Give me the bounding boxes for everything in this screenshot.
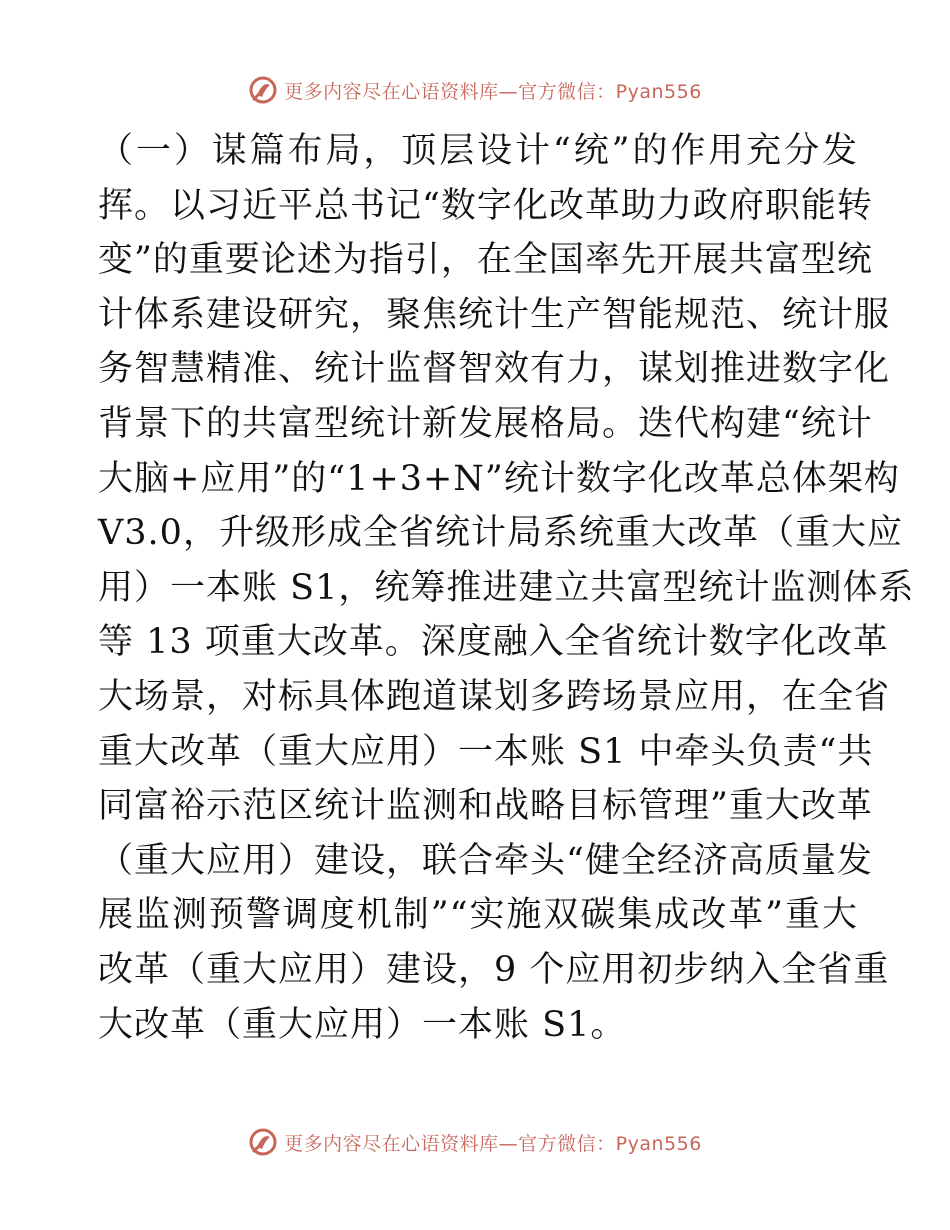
- paragraph-line: （重大应用）建设，联合牵头“健全经济高质量发: [98, 840, 873, 881]
- watermark-text: 更多内容尽在心语资料库—官方微信：Pyan556: [284, 1132, 702, 1155]
- header-watermark: [0, 72, 950, 108]
- footer-watermark: [0, 1124, 950, 1160]
- paragraph-line: 大脑+应用”的“1+3+N”统计数字化改革总体架构: [98, 458, 900, 499]
- paragraph-line: 背景下的共富型统计新发展格局。迭代构建“统计: [98, 403, 873, 444]
- paragraph-line: 大改革（重大应用）一本账 S1。: [98, 1004, 627, 1045]
- paragraph-line: 计体系建设研究，聚焦统计生产智能规范、统计服: [98, 294, 891, 335]
- paragraph-line: V3.0，升级形成全省统计局系统重大改革（重大应: [98, 513, 903, 554]
- paragraph-line: 重大改革（重大应用）一本账 S1 中牵头负责“共: [98, 731, 874, 772]
- paragraph-line: 挥。以习近平总书记“数字化改革助力政府职能转: [98, 185, 873, 226]
- brush-seal-logo-icon: [248, 75, 278, 105]
- brush-seal-logo-icon: [248, 1127, 278, 1157]
- paragraph-line: 务智慧精准、统计监督智效有力，谋划推进数字化: [98, 349, 891, 390]
- paragraph-line: 等 13 项重大改革。深度融入全省统计数字化改革: [98, 622, 889, 663]
- paragraph-line: 改革（重大应用）建设，9 个应用初步纳入全省重: [98, 949, 890, 990]
- paragraph-line: 大场景，对标具体跑道谋划多跨场景应用，在全省: [98, 676, 891, 717]
- paragraph-line: （一）谋篇布局，顶层设计“统”的作用充分发: [98, 131, 858, 171]
- watermark-text: 更多内容尽在心语资料库—官方微信：Pyan556: [284, 80, 702, 103]
- document-body: [98, 124, 915, 1052]
- paragraph-line: 展监测预警调度机制”“实施双碳集成改革”重大: [98, 895, 858, 936]
- paragraph-line: 变”的重要论述为指引，在全国率先开展共富型统: [98, 240, 873, 281]
- paragraph-line: 同富裕示范区统计监测和战略目标管理”重大改革: [98, 786, 873, 827]
- paragraph-line: 用）一本账 S1，统筹推进建立共富型统计监测体系: [98, 567, 915, 608]
